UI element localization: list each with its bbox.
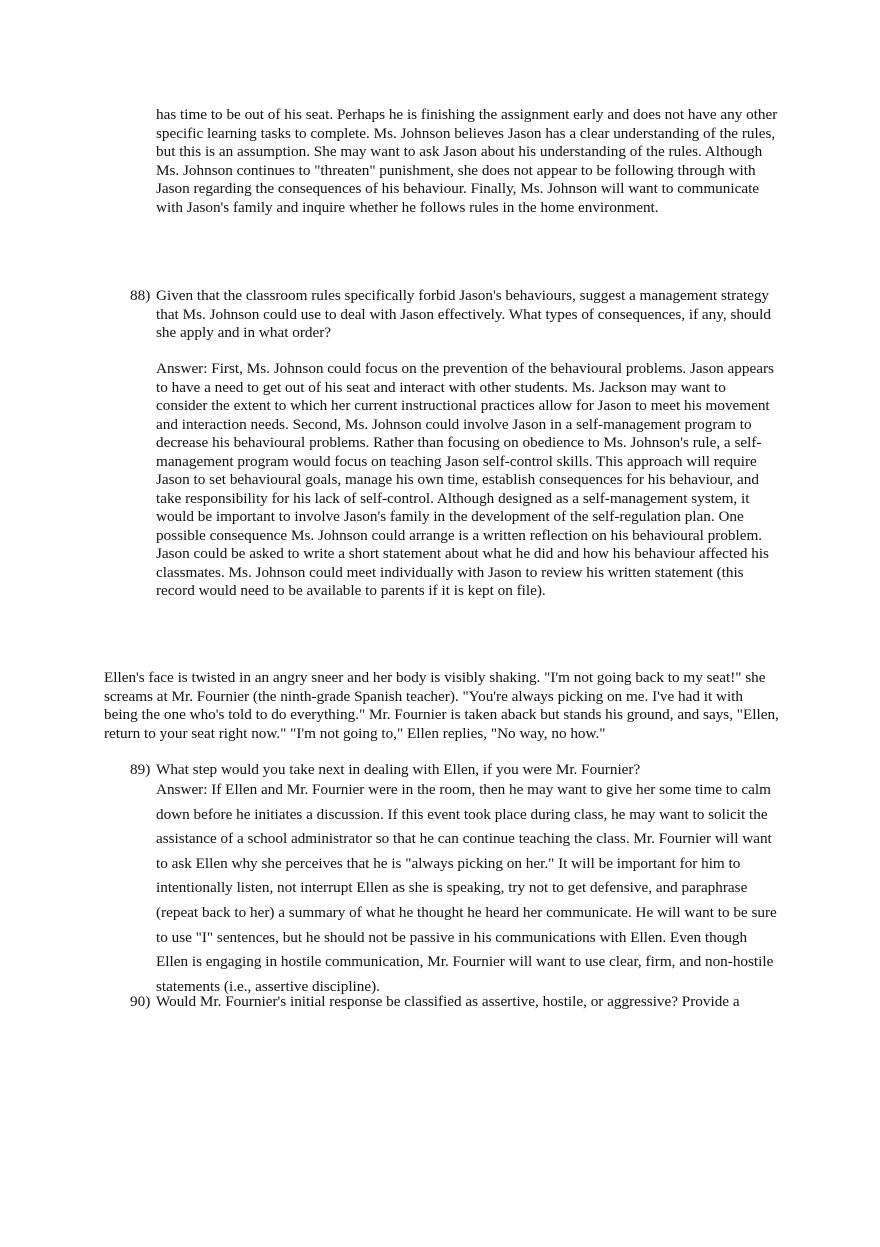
question-88-text: Given that the classroom rules specifically forbid Jason's behaviours, suggest a management strategy that Ms. Johnson could use to deal with Jason effectively. What types of consequences, if any, should she apply and in what order? [156,287,771,341]
question-89-number: 89) [130,761,151,778]
question-90 [130,993,780,1012]
question-90-text: Would Mr. Fournier's initial response be classified as assertive, hostile, or aggressive? Provide a [156,993,740,1010]
question-90-number: 90) [130,993,151,1010]
question-89-text: What step would you take next in dealing with Ellen, if you were Mr. Fournier? [156,761,641,778]
question-88-number: 88) [130,287,151,304]
question-89-answer: Answer: If Ellen and Mr. Fournier were in the room, then he may want to give her some time to calm down before he initiates a discussion. If this event took place during class, he may want to solicit the assistance of a school administrator so that he can continue teaching the class. Mr. Fournier will want to ask Ellen why she perceives that he is "always picking on her." It will be important for him to intentionally listen, not interrupt Ellen as she is speaking, try not to get defensive, and paraphrase (repeat back to her) a summary of what he thought he heard her communicate. He will want to be sure to use "I" sentences, but he should not be passive in his communications with Ellen. Even though Ellen is engaging in hostile communication, Mr. Fournier will want to use clear, firm, and non-hostile statements (i.e., assertive discipline). [156,781,777,995]
question-88-answer: Answer: First, Ms. Johnson could focus on the prevention of the behavioural problems. Jason appears to have a need to get out of his seat and interact with other students. Ms. Jackson may want to consider the extent to which her current instructional practices allow for Jason to meet his movement and interaction needs. Second, Ms. Johnson could involve Jason in a self-management program to decrease his behavioural problems. Rather than focusing on obedience to Ms. Johnson's rule, a self-management program would focus on teaching Jason self-control skills. This approach will require Jason to set behavioural goals, manage his own time, establish consequences for his behaviour, and take responsibility for his lack of self-control. Although designed as a self-management system, it would be important to involve Jason's family in the development of the self-regulation plan. One possible consequence Ms. Johnson could arrange is a written reflection on his behavioural problem. Jason could be asked to write a short statement about what he did and how his behaviour affected his classmates. Ms. Johnson could meet individually with Jason to review his written statement (this record would need to be available to parents if it is kept on file). [156,360,774,599]
ellen-scenario: Ellen's face is twisted in an angry sneer and her body is visibly shaking. "I'm not going back to my seat!" she screams at Mr. Fournier (the ninth-grade Spanish teacher). "You're always picking on me. I've had it with being the one who's told to do everything." Mr. Fournier is taken aback but stands his ground, and says, "Ellen, return to your seat right now." "I'm not going to," Ellen replies, "No way, no how." [104,669,779,742]
question-89 [130,761,780,780]
q87-answer-continuation: has time to be out of his seat. Perhaps he is finishing the assignment early and does not have any other specific learning tasks to complete. Ms. Johnson believes Jason has a clear understanding of the rules, but this is an assumption. She may want to ask Jason about his understanding of the rules. Although Ms. Johnson continues to "threaten" punishment, she does not appear to be following through with Jason regarding the consequences of his behaviour. Finally, Ms. Johnson will want to communicate with Jason's family and inquire whether he follows rules in the home environment. [156,106,778,216]
question-88 [130,287,780,343]
